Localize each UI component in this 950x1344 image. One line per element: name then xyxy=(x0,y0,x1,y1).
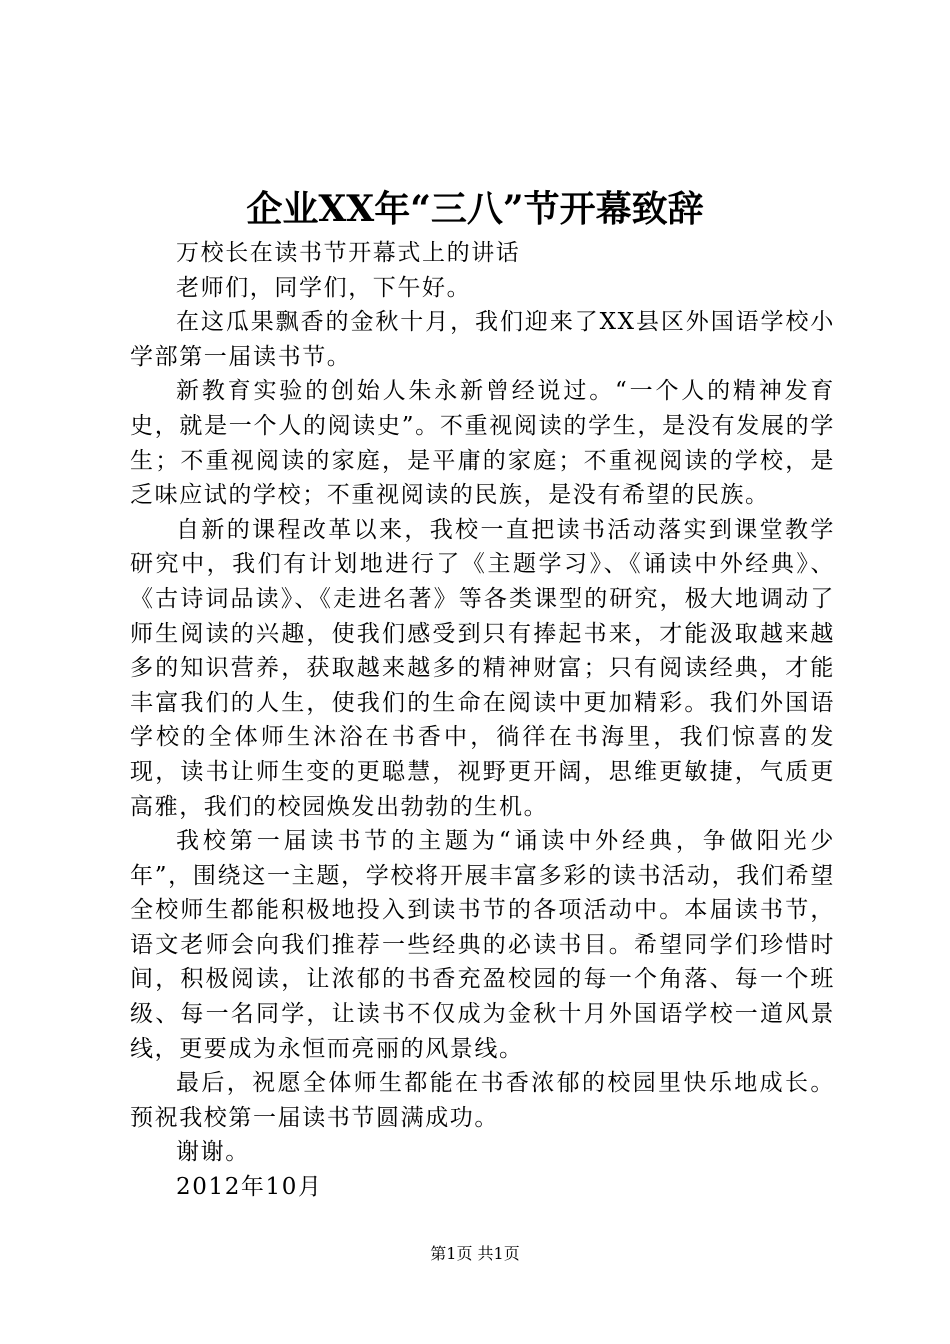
paragraph-thanks: 谢谢。 xyxy=(176,1139,250,1166)
document-title: 企业XX年“三八”节开幕致辞 xyxy=(246,188,704,230)
paragraph-theme: 我校第一届读书节的主题为“诵读中外经典，争做阳光少年”，围绕这一主题，学校将开展丰富多彩的读书活动，我们希望全校师生都能积极地投入到读书节的各项活动中。本届读书节，语文老师会向我们推荐一些经典的必读书目。希望同学们珍惜时间，积极阅读，让浓郁的书香充盈校园的每一个角落、每一个班级、每一名同学，让读书不仅成为金秋十月外国语学校一道风景线，更要成为永恒而亮丽的风景线。 xyxy=(130,828,835,1062)
document-body xyxy=(130,236,835,1205)
paragraph-greeting: 老师们，同学们，下午好。 xyxy=(176,274,472,301)
paragraph-reform: 自新的课程改革以来，我校一直把读书活动落实到课堂教学研究中，我们有计划地进行了《主题学习》、《诵读中外经典》、《古诗词品读》、《走进名著》等各类课型的研究，极大地调动了师生阅读的兴趣，使我们感受到只有捧起书来，才能汲取越来越多的知识营养，获取越来越多的精神财富；只有阅读经典，才能丰富我们的人生，使我们的生命在阅读中更加精彩。我们外国语学校的全体师生沐浴在书香中，徜徉在书海里，我们惊喜的发现，读书让师生变的更聪慧，视野更开阔，思维更敏捷，气质更高雅，我们的校园焕发出勃勃的生机。 xyxy=(130,516,835,820)
paragraph-quote: 新教育实验的创始人朱永新曾经说过。“一个人的精神发育史，就是一个人的阅读史”。不重视阅读的学生，是没有发展的学生；不重视阅读的家庭，是平庸的家庭；不重视阅读的学校，是乏味应试的学校；不重视阅读的民族，是没有希望的民族。 xyxy=(130,378,835,509)
paragraph-subtitle: 万校长在读书节开幕式上的讲话 xyxy=(176,240,521,266)
paragraph-intro: 在这瓜果飘香的金秋十月，我们迎来了XX县区外国语学校小学部第一届读书节。 xyxy=(130,309,835,370)
page-footer: 第1页 共1页 xyxy=(430,1244,520,1263)
paragraph-closing: 最后，祝愿全体师生都能在书香浓郁的校园里快乐地成长。预祝我校第一届读书节圆满成功。 xyxy=(130,1070,835,1131)
paragraph-date: 2012年10月 xyxy=(176,1174,323,1201)
